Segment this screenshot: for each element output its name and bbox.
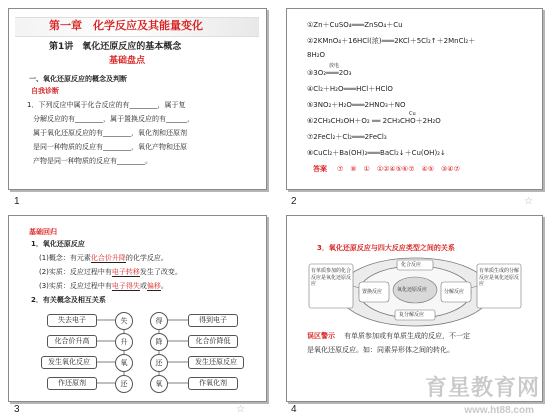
equation-4: ④Cl₂＋H₂O═══HCl＋HClO [307, 85, 393, 93]
feature-text-e: 。 [160, 282, 168, 290]
concept-diagram-lines [9, 216, 266, 401]
left-note: 有单质参加的化合反应是氧化还原反应 [311, 268, 352, 287]
box-oxidizing-agent: 作氧化剂 [188, 377, 238, 390]
box-gain-electrons: 得到电子 [188, 314, 238, 327]
chapter-title: 第一章 化学反应及其能量变化 [49, 19, 203, 32]
page-number-4: 4 [291, 404, 297, 415]
page-number-1: 1 [14, 196, 20, 207]
circle-oxidizing-agent: 氧 [150, 375, 168, 393]
tip-text-1: 有单质参加或有单质生成的反应，不一定 [337, 332, 470, 340]
circle-reduce-agent: 还 [115, 375, 133, 393]
equation-3: ③3O₂═══2O₃ [307, 69, 352, 77]
question-line-4: 是同一种物质的反应有________，氧化产物和还原 [33, 143, 187, 151]
concept-text-a: (1)概念：有元素 [39, 254, 91, 262]
page-number-2: 2 [291, 196, 297, 207]
question-line-2: 分解反应的有________，属于置换反应的有______， [33, 115, 194, 123]
right-note: 有单质生成的分解反应是氧化还原反应 [479, 268, 520, 287]
slide-3[interactable] [8, 215, 267, 402]
venn-combination: 化合反应 [401, 262, 422, 268]
question-line-5: 产物是同一种物质的反应有________。 [33, 157, 152, 165]
box-valence-up: 化合价升高 [47, 335, 97, 348]
tip-text-2: 是氧化还原反应。如：同素异形体之间的转化。 [307, 346, 454, 354]
self-check-heading: 自我诊断 [31, 87, 59, 95]
venn-double-decomposition: 复分解反应 [399, 312, 425, 318]
star-icon: ☆ [236, 404, 245, 415]
item-1-heading: 1．氧化还原反应 [31, 240, 85, 248]
tip-label: 误区警示 [307, 332, 335, 340]
venn-decomposition: 分解反应 [444, 289, 465, 295]
circle-reduce: 还 [150, 354, 168, 372]
lesson-title: 第1讲 氧化还原反应的基本概念 [49, 42, 182, 52]
section-title: 基础盘点 [109, 56, 146, 66]
watermark-brand: 育星教育网 [424, 376, 540, 401]
item-2-heading: 2．有关概念及相互关系 [31, 296, 106, 304]
equation-8: ⑧CuCl₂＋Ba(OH)₂═══BaCl₂↓＋Cu(OH)₂↓ [307, 149, 446, 157]
slide-1[interactable] [8, 8, 267, 190]
concept-answer: 化合价升降 [90, 254, 126, 262]
equation-2-continued: 8H₂O [307, 51, 326, 59]
question-line-1: 1．下列反应中属于化合反应的有________，属于复 [27, 101, 186, 109]
slide-2[interactable] [286, 8, 543, 190]
box-oxidation: 发生氧化反应 [41, 356, 97, 369]
circle-up: 升 [115, 333, 133, 351]
equation-7: ⑦2FeCl₂＋Cl₂═══2FeCl₃ [307, 133, 387, 141]
equation-3-condition: 放电 [329, 63, 340, 69]
circle-gain: 得 [150, 312, 168, 330]
page-number-3: 3 [14, 404, 20, 415]
equation-6: ⑥2CH₃CH₂OH＋O₂ ══ 2CH₃CHO＋2H₂O [307, 117, 441, 125]
heading-1: 一、氧化还原反应的概念及判断 [29, 75, 127, 83]
relation-heading: 3．氧化还原反应与四大反应类型之间的关系 [317, 244, 455, 252]
essence-answer: 电子转移 [111, 268, 140, 276]
box-reduction: 发生还原反应 [188, 356, 244, 369]
essence-text-a: (2)实质：反应过程中有 [39, 268, 112, 276]
venn-replacement: 置换反应 [362, 289, 383, 295]
question-line-3: 属于氧化还原反应的有________，氧化剂和还原剂 [33, 129, 187, 137]
circle-down: 降 [150, 333, 168, 351]
answer-label: 答案 [313, 165, 327, 173]
watermark-url: www.ht88.com [464, 405, 534, 416]
circle-lose: 失 [115, 312, 133, 330]
equation-6-condition: Cu [409, 111, 416, 117]
venn-redox: 氧化还原反应 [397, 287, 428, 293]
star-icon: ☆ [524, 196, 533, 207]
box-lose-electrons: 失去电子 [47, 314, 97, 327]
feature-answer-1: 电子得失 [111, 282, 140, 290]
answer-text: ⑦ ⑧ ① ①②④⑤⑥⑦ ④⑤ ③④⑦ [337, 165, 460, 173]
equation-5: ⑤3NO₂＋H₂O═══2HNO₃＋NO [307, 101, 406, 109]
equation-1: ①Zn＋CuSO₄═══ZnSO₄＋Cu [307, 21, 403, 29]
feature-text-c: 或 [139, 282, 147, 290]
essence-text-c: 发生了改变。 [139, 268, 182, 276]
box-valence-down: 化合价降低 [188, 335, 238, 348]
circle-oxidize: 氧 [115, 354, 133, 372]
basics-return-heading: 基础回归 [29, 228, 57, 236]
feature-answer-2: 偏移 [146, 282, 161, 290]
feature-text-a: (3)实质：反应过程中有 [39, 282, 112, 290]
equation-2: ②2KMnO₄＋16HCl(浓)═══2KCl＋5Cl₂↑＋2MnCl₂＋ [307, 37, 476, 45]
box-reducing-agent: 作还原剂 [47, 377, 97, 390]
concept-text-c: 的化学反应。 [125, 254, 168, 262]
